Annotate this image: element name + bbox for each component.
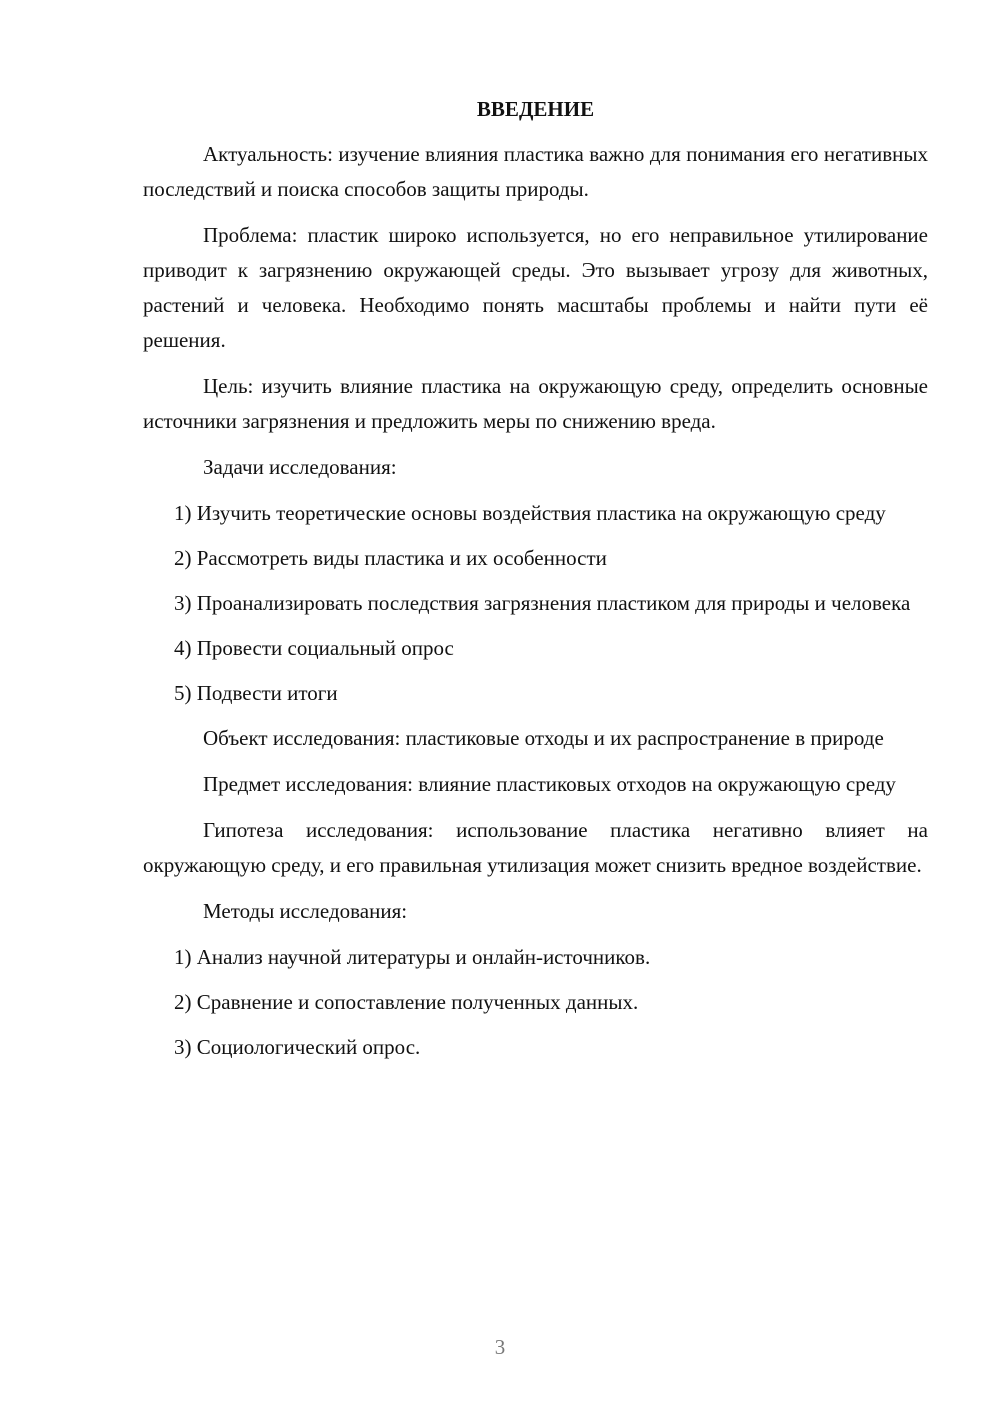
tasks-heading: Задачи исследования: [203, 455, 397, 479]
method-item: 1) Анализ научной литературы и онлайн-источников. [174, 945, 651, 969]
method-item: 2) Сравнение и сопоставление полученных данных. [174, 990, 639, 1014]
hypothesis-paragraph: Гипотеза исследования: использование пластика негативно влияет на окружающую среду, и его правильная утилизация может снизить вредное воздействие. [143, 818, 928, 877]
section-title: ВВЕДЕНИЕ [476, 97, 595, 121]
methods-heading: Методы исследования: [203, 899, 408, 923]
goal-paragraph: Цель: изучить влияние пластика на окружающую среду, определить основные источники загрязнения и предложить меры по снижению вреда. [143, 374, 928, 433]
task-item: 1) Изучить теоретические основы воздействия пластика на окружающую среду [174, 501, 886, 525]
subject-paragraph: Предмет исследования: влияние пластиковых отходов на окружающую среду [203, 772, 896, 796]
page-content [143, 92, 928, 1075]
problem-paragraph: Проблема: пластик широко используется, но его неправильное утилирование приводит к загрязнению окружающей среды. Это вызывает угрозу для животных, растений и человека. Необходимо понять масштабы проблемы и найти пути её решения. [143, 223, 928, 352]
task-item: 3) Проанализировать последствия загрязнения пластиком для природы и человека [174, 591, 911, 615]
method-item: 3) Социологический опрос. [174, 1035, 421, 1059]
relevance-paragraph: Актуальность: изучение влияния пластика важно для понимания его негативных последствий и поиска способов защиты природы. [143, 142, 928, 201]
page-number: 3 [494, 1335, 506, 1359]
object-paragraph: Объект исследования: пластиковые отходы и их распространение в природе [203, 726, 884, 750]
task-item: 2) Рассмотреть виды пластика и их особенности [174, 546, 607, 570]
task-item: 5) Подвести итоги [174, 681, 338, 705]
task-item: 4) Провести социальный опрос [174, 636, 454, 660]
